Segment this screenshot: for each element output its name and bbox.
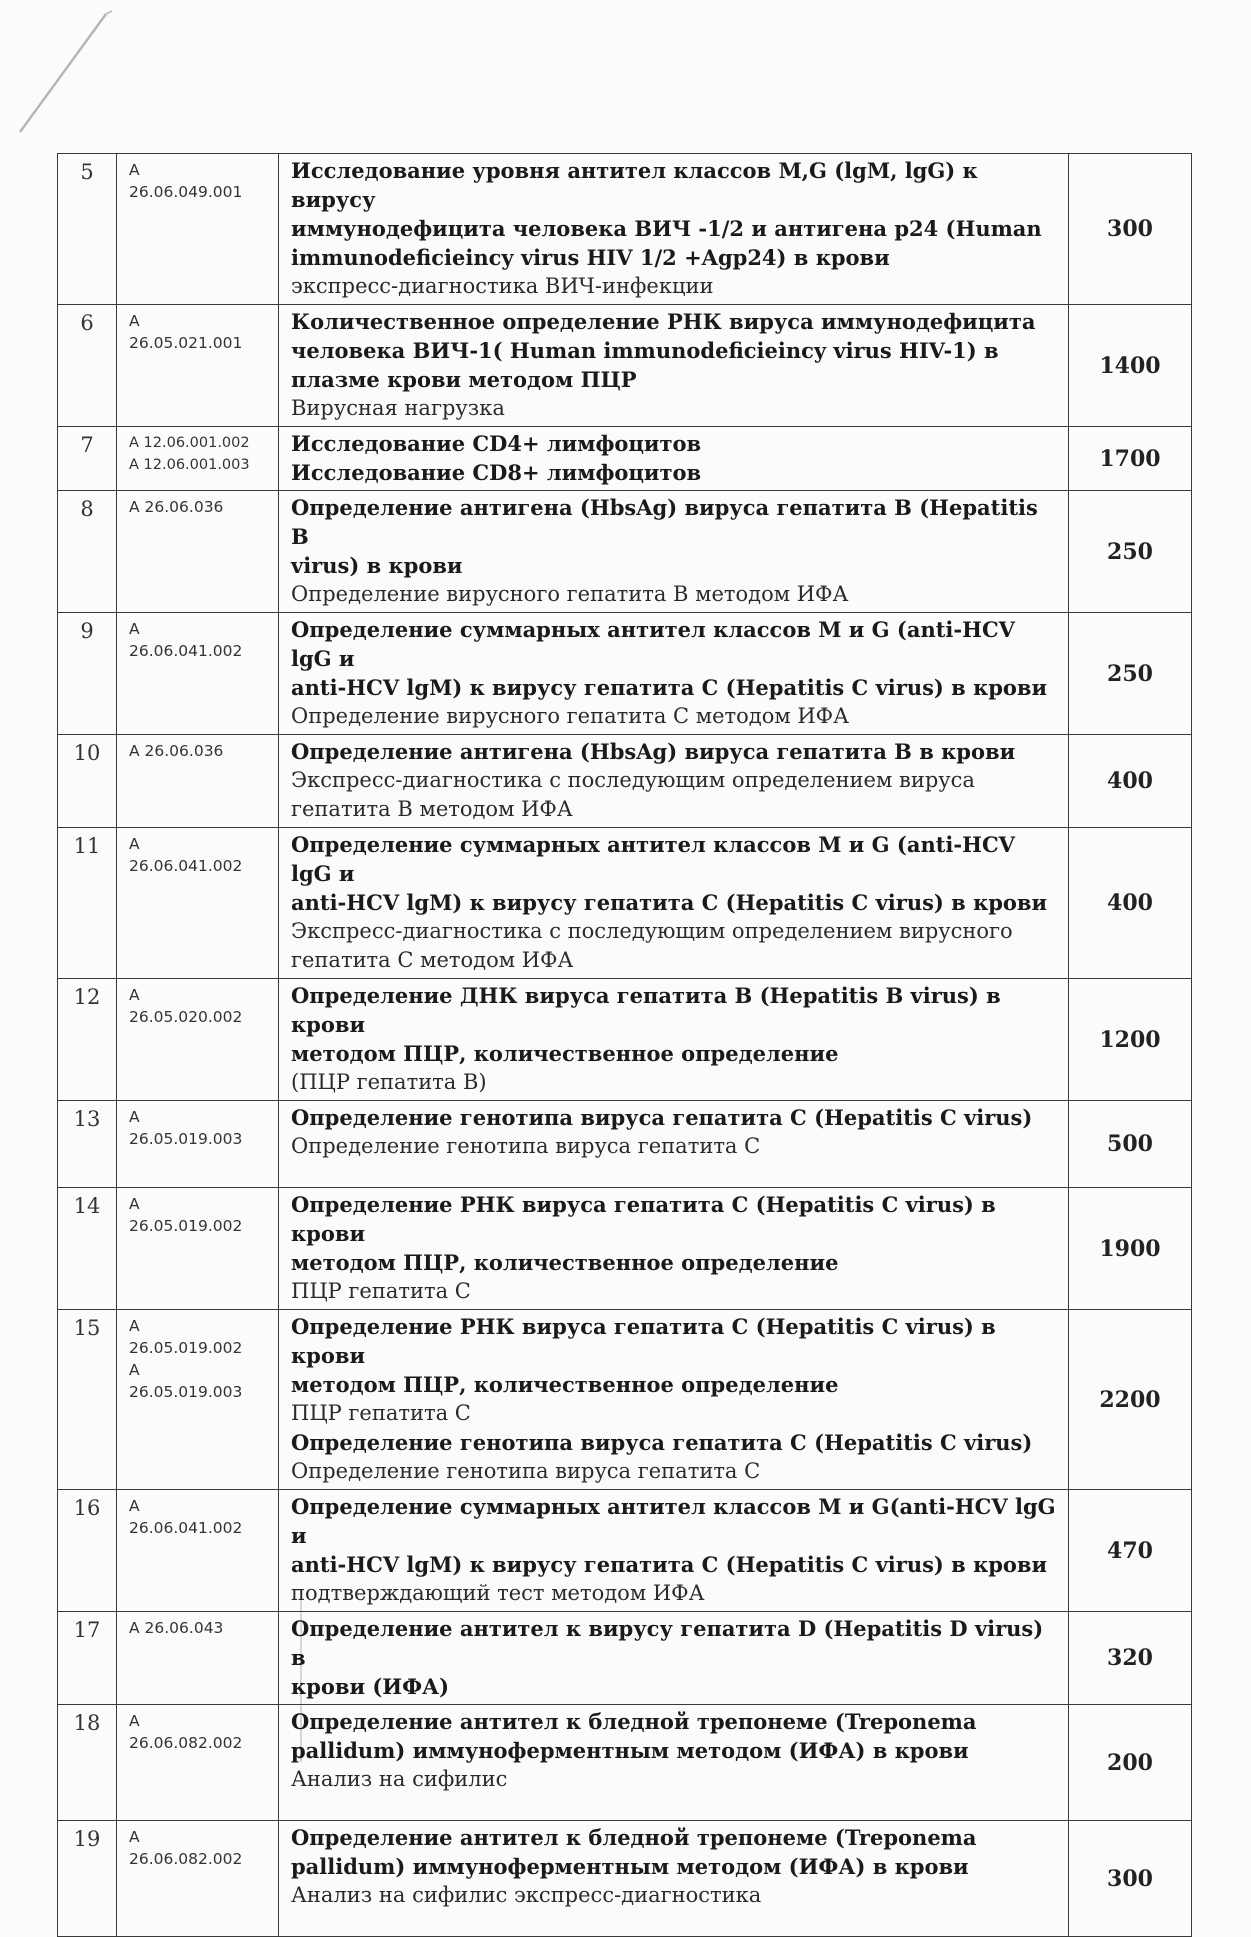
row-number: 17 <box>58 1612 117 1705</box>
service-note-line: ПЦР гепатита С <box>291 1279 471 1303</box>
service-note-line: Определение генотипа вируса гепатита С <box>291 1459 761 1483</box>
service-code <box>117 1490 279 1612</box>
service-title-line: Исследование CD4+ лимфоцитов <box>291 431 702 456</box>
service-title-line: Количественное определение РНК вируса иммунодефицита <box>291 309 1036 334</box>
service-note-line: Анализ на сифилис <box>291 1767 508 1791</box>
service-description <box>279 1310 1069 1490</box>
table-row <box>58 979 1192 1101</box>
service-title-line: Определение генотипа вируса гепатита С (Hepatitis C virus) <box>291 1430 1033 1455</box>
table-row <box>58 613 1192 735</box>
service-code-line: А 12.06.001.002 <box>129 435 250 451</box>
service-note-line: Анализ на сифилис экспресс-диагностика <box>291 1883 762 1907</box>
service-title-line: крови (ИФА) <box>291 1674 450 1699</box>
service-code-line: А <box>129 986 140 1004</box>
service-code-line: А 26.06.036 <box>129 498 224 516</box>
service-title-line: Определение антител к бледной трепонеме (Treponema <box>291 1709 977 1734</box>
service-code-line: 26.06.041.002 <box>129 1519 243 1537</box>
table-row <box>58 1310 1192 1490</box>
service-title-line: человека ВИЧ-1( Human immunodeficieincy virus HIV-1) в <box>291 338 999 363</box>
service-code <box>117 828 279 979</box>
service-price: 1400 <box>1069 305 1192 427</box>
table-row <box>58 1821 1192 1937</box>
service-code <box>117 979 279 1101</box>
row-number: 6 <box>58 305 117 427</box>
service-price: 500 <box>1069 1101 1192 1188</box>
row-number: 5 <box>58 154 117 305</box>
table-row <box>58 828 1192 979</box>
row-number: 19 <box>58 1821 117 1937</box>
service-description <box>279 1705 1069 1821</box>
service-code <box>117 427 279 491</box>
service-note-line: Определение вирусного гепатита С методом ИФА <box>291 704 850 728</box>
service-code-line: А <box>129 1108 140 1126</box>
service-description <box>279 1101 1069 1188</box>
service-title-line: Определение суммарных антител классов M и G (anti-HCV lgG и <box>291 832 1015 886</box>
service-code-line: А <box>129 312 140 330</box>
service-note-line: Экспресс-диагностика с последующим определением вируса <box>291 768 975 792</box>
service-code <box>117 735 279 828</box>
service-code-line: А 26.06.043 <box>129 1619 224 1637</box>
service-description <box>279 305 1069 427</box>
row-number: 10 <box>58 735 117 828</box>
service-title-line: Определение антител к вирусу гепатита D (Hepatitis D virus) в <box>291 1616 1044 1670</box>
service-description <box>279 1612 1069 1705</box>
price-table-body <box>58 154 1192 1937</box>
service-title-line: Определение РНК вируса гепатита С (Hepatitis C virus) в крови <box>291 1314 996 1368</box>
service-code <box>117 1821 279 1937</box>
service-description <box>279 828 1069 979</box>
service-description <box>279 491 1069 613</box>
service-description <box>279 154 1069 305</box>
service-note-line: ПЦР гепатита С <box>291 1401 471 1425</box>
table-row <box>58 1705 1192 1821</box>
service-note-line: Вирусная нагрузка <box>291 396 505 420</box>
table-row <box>58 1612 1192 1705</box>
service-code-line: А <box>129 835 140 853</box>
service-price: 300 <box>1069 154 1192 305</box>
service-title-line: pallidum) иммуноферментным методом (ИФА) в крови <box>291 1854 969 1879</box>
service-code-line: 26.06.041.002 <box>129 857 243 875</box>
service-code <box>117 305 279 427</box>
service-title-line: Определение генотипа вируса гепатита С (Hepatitis C virus) <box>291 1105 1033 1130</box>
row-number: 18 <box>58 1705 117 1821</box>
service-title-line: Определение суммарных антител классов M и G(anti-HCV lgG и <box>291 1494 1056 1548</box>
service-note-line: гепатита С методом ИФА <box>291 948 574 972</box>
service-code <box>117 1188 279 1310</box>
row-number: 8 <box>58 491 117 613</box>
service-code <box>117 1612 279 1705</box>
service-title-line: pallidum) иммуноферментным методом (ИФА) в крови <box>291 1738 969 1763</box>
service-code-line: А <box>129 1712 140 1730</box>
row-number: 12 <box>58 979 117 1101</box>
service-price: 400 <box>1069 735 1192 828</box>
table-row <box>58 1188 1192 1310</box>
service-title-line: иммунодефицита человека ВИЧ -1/2 и антигена p24 (Human <box>291 216 1042 241</box>
row-number: 16 <box>58 1490 117 1612</box>
service-note-line: Экспресс-диагностика с последующим определением вирусного <box>291 919 1013 943</box>
service-title-line: immunodeficieincy virus HIV 1/2 +Agp24) в крови <box>291 245 890 270</box>
service-title-line: методом ПЦР, количественное определение <box>291 1250 839 1275</box>
service-code <box>117 1310 279 1490</box>
service-price: 300 <box>1069 1821 1192 1937</box>
table-row <box>58 735 1192 828</box>
service-code-line: 26.05.020.002 <box>129 1008 243 1026</box>
row-number: 7 <box>58 427 117 491</box>
service-code <box>117 1705 279 1821</box>
service-note-line: гепатита В методом ИФА <box>291 797 573 821</box>
service-code-line: 26.05.019.003 <box>129 1383 243 1401</box>
price-table <box>57 153 1192 1937</box>
service-title-line: Исследование уровня антител классов M,G (lgM, lgG) к вирусу <box>291 158 978 212</box>
service-title-line: anti-HCV lgM) к вирусу гепатита С (Hepatitis C virus) в крови <box>291 890 1048 915</box>
table-row <box>58 1101 1192 1188</box>
service-code <box>117 613 279 735</box>
service-note-line: Определение вирусного гепатита В методом ИФА <box>291 582 849 606</box>
service-code-line: 26.05.021.001 <box>129 334 243 352</box>
service-code-line: 26.06.082.002 <box>129 1850 243 1868</box>
service-code-line: 26.05.019.003 <box>129 1130 243 1148</box>
service-title-line: anti-HCV lgM) к вирусу гепатита С (Hepatitis C virus) в крови <box>291 1552 1048 1577</box>
table-row <box>58 154 1192 305</box>
row-number: 13 <box>58 1101 117 1188</box>
service-code-line: А <box>129 1828 140 1846</box>
table-row <box>58 491 1192 613</box>
service-title-line: Определение ДНК вируса гепатита В (Hepatitis B virus) в крови <box>291 983 1001 1037</box>
service-price: 250 <box>1069 491 1192 613</box>
service-code-line: 26.06.082.002 <box>129 1734 243 1752</box>
service-note-line: экспресс-диагностика ВИЧ-инфекции <box>291 274 714 298</box>
service-code-line: 26.06.049.001 <box>129 183 243 201</box>
service-description <box>279 1188 1069 1310</box>
row-number: 14 <box>58 1188 117 1310</box>
service-code-line: 26.05.019.002 <box>129 1217 243 1235</box>
service-code-line: А <box>129 620 140 638</box>
service-note-line: (ПЦР гепатита В) <box>291 1070 487 1094</box>
scan-artifact-stroke <box>0 0 200 150</box>
service-price: 1900 <box>1069 1188 1192 1310</box>
service-code-line: А 12.06.001.003 <box>129 457 250 473</box>
service-note-line: подтверждающий тест методом ИФА <box>291 1581 705 1605</box>
service-code <box>117 154 279 305</box>
row-number: 9 <box>58 613 117 735</box>
service-code-line: А <box>129 1317 140 1335</box>
service-title-line: Исследование CD8+ лимфоцитов <box>291 460 702 485</box>
service-price: 1200 <box>1069 979 1192 1101</box>
service-title-line: Определение антигена (HbsAg) вируса гепатита В в крови <box>291 739 1016 764</box>
service-price: 470 <box>1069 1490 1192 1612</box>
service-title-line: Определение антигена (HbsAg) вируса гепатита В (Hepatitis B <box>291 495 1038 549</box>
service-title-line: методом ПЦР, количественное определение <box>291 1041 839 1066</box>
table-row <box>58 427 1192 491</box>
service-description <box>279 1821 1069 1937</box>
service-description <box>279 427 1069 491</box>
service-price: 250 <box>1069 613 1192 735</box>
service-description <box>279 1490 1069 1612</box>
service-price: 320 <box>1069 1612 1192 1705</box>
service-code-line: А <box>129 1195 140 1213</box>
service-price: 2200 <box>1069 1310 1192 1490</box>
service-title-line: virus) в крови <box>291 553 463 578</box>
service-description <box>279 613 1069 735</box>
service-code-line: А <box>129 1361 140 1379</box>
service-code-line: А <box>129 161 140 179</box>
service-title-line: Определение РНК вируса гепатита С (Hepatitis C virus) в крови <box>291 1192 996 1246</box>
service-description <box>279 735 1069 828</box>
service-title-line: плазме крови методом ПЦР <box>291 367 637 392</box>
service-code-line: А 26.06.036 <box>129 742 224 760</box>
service-code-line: А <box>129 1497 140 1515</box>
table-row <box>58 1490 1192 1612</box>
service-code <box>117 1101 279 1188</box>
service-code <box>117 491 279 613</box>
service-price: 1700 <box>1069 427 1192 491</box>
service-price: 400 <box>1069 828 1192 979</box>
service-note-line: Определение генотипа вируса гепатита С <box>291 1134 761 1158</box>
service-title-line: Определение суммарных антител классов M и G (anti-HCV lgG и <box>291 617 1015 671</box>
service-title-line: методом ПЦР, количественное определение <box>291 1372 839 1397</box>
service-code-line: 26.05.019.002 <box>129 1339 243 1357</box>
service-title-line: anti-HCV lgM) к вирусу гепатита С (Hepatitis C virus) в крови <box>291 675 1048 700</box>
row-number: 15 <box>58 1310 117 1490</box>
service-price: 200 <box>1069 1705 1192 1821</box>
service-description <box>279 979 1069 1101</box>
service-code-line: 26.06.041.002 <box>129 642 243 660</box>
row-number: 11 <box>58 828 117 979</box>
service-title-line: Определение антител к бледной трепонеме (Treponema <box>291 1825 977 1850</box>
table-row <box>58 305 1192 427</box>
